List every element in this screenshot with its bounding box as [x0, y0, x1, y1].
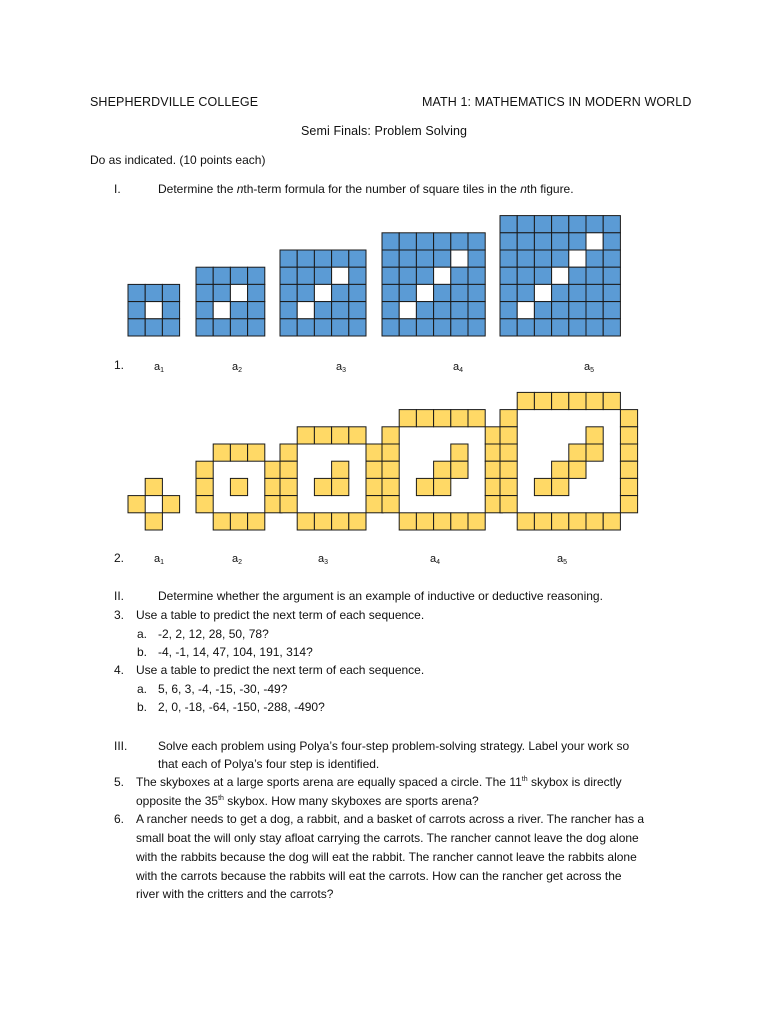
course-title: MATH 1: MATHEMATICS IN MODERN WORLD — [422, 95, 692, 109]
figure-label-blue-a1: $a_1$ — [154, 361, 165, 374]
section-3-instruction-line-2: that each of Polya’s four step is identified. — [158, 757, 380, 771]
yellow-tile — [500, 478, 517, 495]
figure-label-yellow-a3: $a_3$ — [318, 553, 329, 566]
yellow-tile — [230, 444, 247, 461]
yellow-tile — [620, 461, 637, 478]
yellow-tile — [552, 461, 569, 478]
section-numeral-2: II. — [114, 589, 125, 603]
yellow-tile — [416, 410, 433, 427]
yellow-tile — [416, 478, 433, 495]
question-4-number: 4. — [114, 663, 125, 677]
yellow-tile — [230, 478, 247, 495]
yellow-tile — [297, 427, 314, 444]
yellow-tile — [213, 513, 230, 530]
yellow-tile — [399, 513, 416, 530]
question-6-line: river with the critters and the carrots? — [136, 887, 334, 901]
yellow-tile — [248, 513, 265, 530]
yellow-tile — [280, 444, 297, 461]
yellow-tile — [603, 513, 620, 530]
yellow-tile — [230, 513, 247, 530]
yellow-tile — [332, 513, 349, 530]
question-6-line: A rancher needs to get a dog, a rabbit, and a basket of carrots across a river. The rancher has a — [136, 812, 645, 826]
yellow-tile — [620, 478, 637, 495]
question-6-line: with the carrots because the rabbits will eat the carrots. How can the rancher get across the — [136, 869, 622, 883]
yellow-tile — [569, 461, 586, 478]
yellow-tile — [382, 496, 399, 513]
yellow-tile — [314, 513, 331, 530]
question-5-line-1: The skyboxes at a large sports arena are equally spaced a circle. The 11th skybox is directly — [136, 775, 622, 789]
question-3b-label: b. — [137, 645, 148, 659]
instructions: Do as indicated. (10 points each) — [90, 153, 266, 167]
figure-label-blue-a5: $a_5$ — [584, 361, 595, 374]
yellow-tile — [399, 410, 416, 427]
yellow-tile — [280, 461, 297, 478]
question-4b-label: b. — [137, 700, 148, 714]
question-3a-sequence: -2, 2, 12, 28, 50, 78? — [158, 627, 269, 641]
question-4b-sequence: 2, 0, -18, -64, -150, -288, -490? — [158, 700, 325, 714]
question-6-number: 6. — [114, 812, 125, 826]
yellow-tile — [552, 392, 569, 409]
figure-label-blue-a4: $a_4$ — [453, 361, 464, 374]
figure-label-yellow-a2: $a_2$ — [232, 553, 243, 566]
yellow-tile — [366, 444, 383, 461]
yellow-tile — [500, 410, 517, 427]
yellow-tile — [569, 513, 586, 530]
section-1-instruction: Determine the nth-term formula for the number of square tiles in the nth figure. — [158, 182, 574, 196]
yellow-tile — [451, 461, 468, 478]
yellow-tile — [332, 478, 349, 495]
yellow-tile — [468, 513, 485, 530]
yellow-tile — [366, 478, 383, 495]
yellow-tile — [382, 444, 399, 461]
figure-label-yellow-a4: $a_4$ — [430, 553, 441, 566]
question-3-number: 3. — [114, 608, 125, 622]
yellow-tile — [196, 478, 213, 495]
question-4a-sequence: 5, 6, 3, -4, -15, -30, -49? — [158, 682, 288, 696]
yellow-tile — [620, 444, 637, 461]
yellow-tile — [451, 410, 468, 427]
yellow-tile — [162, 496, 179, 513]
figure-label-blue-a2: $a_2$ — [232, 361, 243, 374]
question-3b-sequence: -4, -1, 14, 47, 104, 191, 314? — [158, 645, 313, 659]
yellow-tile — [569, 392, 586, 409]
yellow-tile — [451, 513, 468, 530]
yellow-tile — [534, 478, 551, 495]
yellow-tile — [416, 513, 433, 530]
yellow-tile — [517, 392, 534, 409]
figure-row-2-number: 2. — [114, 551, 125, 565]
yellow-tile — [297, 513, 314, 530]
yellow-tile — [500, 444, 517, 461]
exam-title: Semi Finals: Problem Solving — [301, 124, 468, 138]
question-6-line: with the rabbits because the dog will eat the rabbit. The rancher cannot leave the rabbits alone — [136, 850, 637, 864]
yellow-tile — [280, 496, 297, 513]
question-3a-label: a. — [137, 627, 148, 641]
figure-label-yellow-a1: $a_1$ — [154, 553, 165, 566]
yellow-tile — [382, 427, 399, 444]
figure-row-1-number: 1. — [114, 358, 125, 372]
yellow-tile — [434, 461, 451, 478]
section-3-instruction-line-1: Solve each problem using Polya’s four-step problem-solving strategy. Label your work so — [158, 739, 630, 753]
yellow-tile — [366, 461, 383, 478]
yellow-tile — [382, 478, 399, 495]
yellow-tile — [451, 444, 468, 461]
yellow-tile — [603, 392, 620, 409]
yellow-tile — [500, 461, 517, 478]
yellow-tile — [500, 496, 517, 513]
yellow-tile — [620, 496, 637, 513]
school-name: SHEPHERDVILLE COLLEGE — [90, 95, 259, 109]
yellow-tile — [213, 444, 230, 461]
yellow-tile — [349, 513, 366, 530]
yellow-tile — [196, 461, 213, 478]
yellow-tile — [500, 427, 517, 444]
section-numeral-1: I. — [114, 182, 121, 196]
yellow-tile — [366, 496, 383, 513]
yellow-tile — [280, 478, 297, 495]
yellow-tile — [620, 427, 637, 444]
yellow-tile — [332, 461, 349, 478]
yellow-tile — [586, 444, 603, 461]
yellow-tile — [586, 513, 603, 530]
yellow-tile — [128, 496, 145, 513]
figure-label-blue-a3: $a_3$ — [336, 361, 347, 374]
figure-label-yellow-a5: $a_5$ — [557, 553, 568, 566]
yellow-tile — [248, 444, 265, 461]
yellow-tile — [517, 513, 534, 530]
yellow-tile — [314, 478, 331, 495]
yellow-tile — [145, 513, 162, 530]
question-3-text: Use a table to predict the next term of each sequence. — [136, 608, 425, 622]
question-6-line: small boat the will only stay afloat carrying the carrots. The rancher cannot leave the dog alone — [136, 831, 639, 845]
yellow-tile — [534, 392, 551, 409]
yellow-tile — [552, 478, 569, 495]
yellow-tile — [434, 478, 451, 495]
section-2-instruction: Determine whether the argument is an example of inductive or deductive reasoning. — [158, 589, 603, 603]
yellow-tile — [145, 478, 162, 495]
yellow-tile — [265, 496, 282, 513]
yellow-tile — [314, 427, 331, 444]
yellow-tile — [468, 410, 485, 427]
yellow-tile — [434, 410, 451, 427]
yellow-tile — [382, 461, 399, 478]
question-5-line-2: opposite the 35th skybox. How many skyboxes are sports arena? — [136, 794, 479, 808]
yellow-tile — [265, 461, 282, 478]
yellow-tile — [569, 444, 586, 461]
yellow-tile — [349, 427, 366, 444]
question-5-number: 5. — [114, 775, 125, 789]
yellow-tile — [586, 392, 603, 409]
yellow-tile — [534, 513, 551, 530]
question-4a-label: a. — [137, 682, 148, 696]
question-4-text: Use a table to predict the next term of each sequence. — [136, 663, 425, 677]
yellow-tile — [265, 478, 282, 495]
yellow-tile — [552, 513, 569, 530]
yellow-tile — [332, 427, 349, 444]
yellow-tile — [586, 427, 603, 444]
section-numeral-3: III. — [114, 739, 128, 753]
yellow-tile — [434, 513, 451, 530]
yellow-tile — [620, 410, 637, 427]
yellow-tile — [196, 496, 213, 513]
